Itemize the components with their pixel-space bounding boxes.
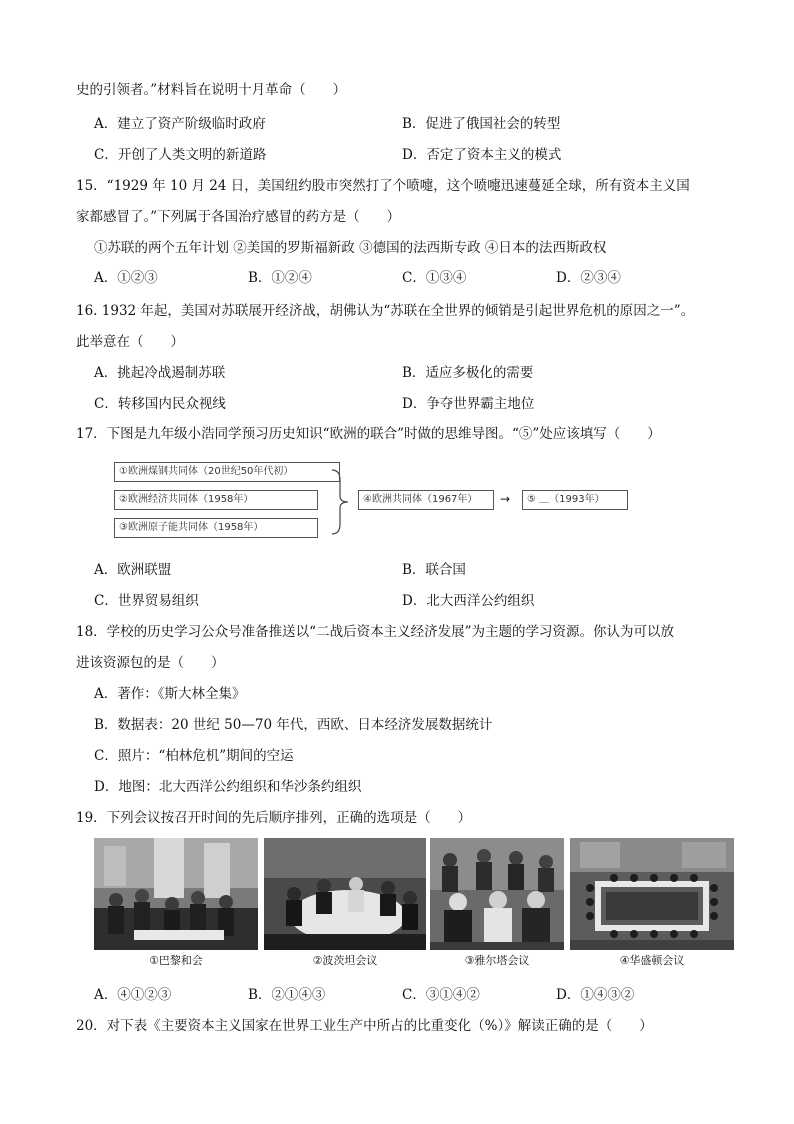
q18-option-c: C．照片：“柏林危机”期间的空运	[94, 748, 294, 764]
mindmap-box-eec: ②欧洲经济共同体（1958年）	[114, 490, 318, 510]
q17-option-c: C．世界贸易组织	[94, 593, 199, 609]
q19-option-c: C．③①④②	[402, 987, 480, 1003]
q16-option-c: C．转移国内民众视线	[94, 396, 226, 412]
q20-stem: 20．对下表《主要资本主义国家在世界工业生产中所占的比重变化（%）》解读正确的是（ ）	[76, 1018, 653, 1034]
q15-option-d: D．②③④	[556, 270, 621, 286]
q15-items: ①苏联的两个五年计划 ②美国的罗斯福新政 ③德国的法西斯专政 ④日本的法西斯政权	[94, 240, 607, 256]
caption-yalta: ③雅尔塔会议	[464, 954, 530, 967]
q17-option-a: A．欧洲联盟	[94, 562, 172, 578]
mindmap-brace	[328, 468, 352, 536]
caption-paris: ①巴黎和会	[149, 954, 203, 967]
q16-option-d: D．争夺世界霸主地位	[402, 396, 535, 412]
q15-option-c: C．①③④	[402, 270, 467, 286]
mindmap-box-ec: ④欧洲共同体（1967年）	[358, 490, 494, 510]
mindmap-box-euratom: ③欧洲原子能共同体（1958年）	[114, 518, 318, 538]
q18-option-a: A．著作：《斯大林全集》	[94, 686, 246, 702]
q18-option-d: D．地图：北大西洋公约组织和华沙条约组织	[94, 779, 362, 795]
q14-option-a: A．建立了资产阶级临时政府	[94, 116, 266, 132]
caption-potsdam: ②波茨坦会议	[312, 954, 378, 967]
mindmap-box-ecsc: ①欧洲煤钢共同体（20世纪50年代初）	[114, 462, 340, 482]
q17-option-b: B．联合国	[402, 562, 466, 578]
photo-paris-peace-conference	[94, 838, 258, 950]
q15-option-a: A．①②③	[94, 270, 158, 286]
q19-stem: 19．下列会议按召开时间的先后顺序排列，正确的选项是（ ）	[76, 810, 472, 826]
photo-washington-conference	[570, 838, 734, 950]
q14-option-d: D．否定了资本主义的模式	[402, 147, 562, 163]
q18-stem-line1: 18．学校的历史学习公众号准备推送以“二战后资本主义经济发展”为主题的学习资源。你认为可以放	[76, 624, 674, 640]
photo-potsdam-conference	[264, 838, 426, 950]
q16-option-b: B．适应多极化的需要	[402, 365, 534, 381]
q17-stem: 17．下图是九年级小浩同学预习历史知识“欧洲的联合”时做的思维导图。“⑤”处应该填写（ ）	[76, 426, 661, 442]
q19-option-a: A．④①②③	[94, 987, 172, 1003]
q18-stem-line2: 进该资源包的是（ ）	[76, 655, 225, 671]
q19-option-b: B．②①④③	[248, 987, 326, 1003]
photo-yalta-conference	[430, 838, 564, 950]
q16-option-a: A．挑起冷战遏制苏联	[94, 365, 226, 381]
q18-option-b: B．数据表：20 世纪 50—70 年代，西欧、日本经济发展数据统计	[94, 717, 493, 733]
q15-option-b: B．①②④	[248, 270, 312, 286]
q17-option-d: D．北大西洋公约组织	[402, 593, 535, 609]
mindmap-box-blank: ⑤ ＿（1993年）	[522, 490, 628, 510]
caption-washington: ④华盛顿会议	[619, 954, 685, 967]
q16-stem-line1: 16. 1932 年起，美国对苏联展开经济战，胡佛认为“苏联在全世界的倾销是引起世界危机的原因之一”。	[76, 303, 695, 319]
q16-stem-line2: 此举意在（ ）	[76, 334, 184, 350]
mindmap-arrow-icon: →	[500, 492, 511, 506]
q15-stem-line2: 家都感冒了。”下列属于各国治疗感冒的药方是（ ）	[76, 209, 401, 225]
q19-option-d: D．①④③②	[556, 987, 635, 1003]
q14-option-c: C．开创了人类文明的新道路	[94, 147, 267, 163]
q14-option-b: B．促进了俄国社会的转型	[402, 116, 561, 132]
q14-stem-tail: 史的引领者。”材料旨在说明十月革命（ ）	[76, 82, 347, 98]
q15-stem-line1: 15．“1929 年 10 月 24 日，美国纽约股市突然打了个喷嚏，这个喷嚏迅速蔓延全球，所有资本主义国	[76, 178, 690, 194]
